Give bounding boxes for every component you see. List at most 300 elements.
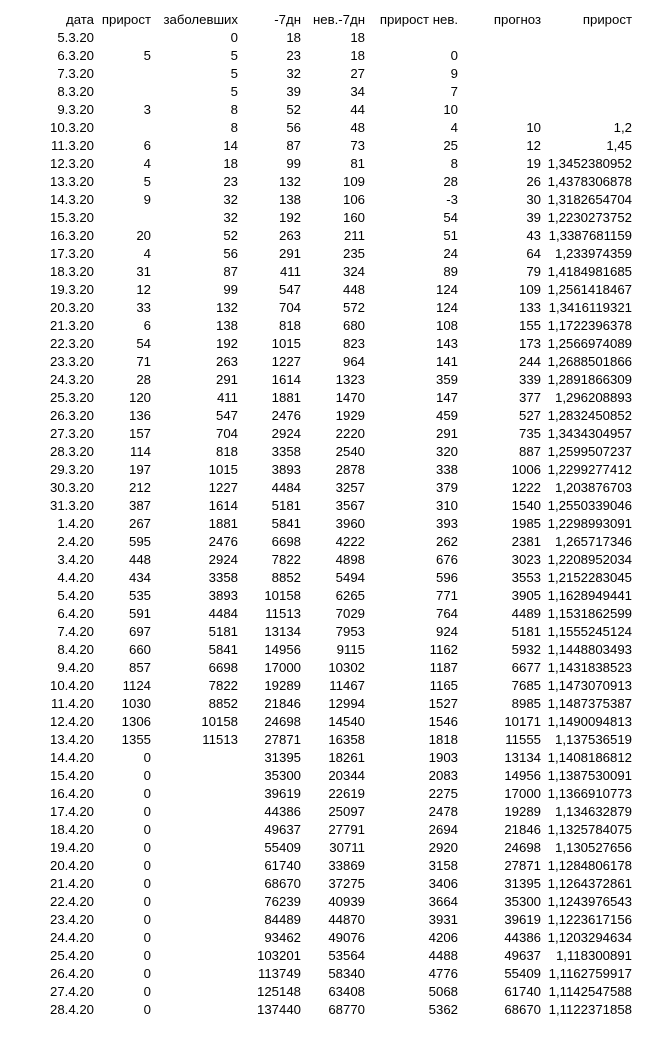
cell-cases[interactable] xyxy=(151,893,238,911)
cell-cases[interactable]: 23 xyxy=(223,174,238,189)
cell-unrecovered-growth[interactable]: 9 xyxy=(450,66,458,81)
cell-growth[interactable]: 0 xyxy=(143,1002,151,1017)
cell-growth-ratio[interactable]: 1,3416119321 xyxy=(548,300,632,315)
cell-date[interactable]: 22.3.20 xyxy=(50,336,94,351)
cell-date[interactable]: 10.3.20 xyxy=(50,120,94,135)
cell-unrecovered-minus-7-days[interactable]: 235 xyxy=(342,246,365,261)
cell-minus-7-days[interactable]: 1227 xyxy=(271,354,301,369)
cell-date[interactable]: 31.3.20 xyxy=(50,498,94,513)
cell-unrecovered-minus-7-days[interactable]: 3257 xyxy=(335,480,365,495)
header-date[interactable]: дата xyxy=(66,12,94,27)
cell-cases[interactable]: 6698 xyxy=(208,660,238,675)
cell-forecast[interactable]: 5932 xyxy=(511,642,541,657)
cell-forecast[interactable]: 35300 xyxy=(504,894,541,909)
cell-unrecovered-growth[interactable]: 2478 xyxy=(428,804,458,819)
cell-minus-7-days[interactable]: 68670 xyxy=(264,876,301,891)
cell-growth-ratio[interactable]: 1,2 xyxy=(613,120,632,135)
cell-growth[interactable]: 197 xyxy=(128,462,151,477)
cell-unrecovered-growth[interactable]: 108 xyxy=(435,318,458,333)
cell-forecast[interactable]: 26 xyxy=(526,174,541,189)
cell-growth[interactable]: 387 xyxy=(128,498,151,513)
cell-minus-7-days[interactable]: 23 xyxy=(286,48,301,63)
cell-growth-ratio[interactable]: 1,2298993091 xyxy=(547,516,632,531)
cell-unrecovered-growth[interactable]: 4206 xyxy=(428,930,458,945)
cell-growth[interactable]: 1124 xyxy=(122,678,151,693)
cell-unrecovered-growth[interactable]: 310 xyxy=(435,498,458,513)
cell-minus-7-days[interactable]: 13134 xyxy=(264,624,301,639)
header-unrecovered-growth[interactable]: прирост нев. xyxy=(379,12,458,27)
cell-unrecovered-growth[interactable]: 3406 xyxy=(428,876,458,891)
cell-unrecovered-growth[interactable]: 124 xyxy=(435,282,458,297)
cell-minus-7-days[interactable]: 547 xyxy=(278,282,301,297)
cell-cases[interactable] xyxy=(151,839,238,857)
cell-unrecovered-minus-7-days[interactable]: 27791 xyxy=(328,822,365,837)
cell-unrecovered-growth[interactable]: 25 xyxy=(443,138,458,153)
cell-unrecovered-growth[interactable]: 359 xyxy=(435,372,458,387)
cell-cases[interactable]: 1227 xyxy=(208,480,238,495)
cell-unrecovered-minus-7-days[interactable]: 1929 xyxy=(335,408,365,423)
cell-unrecovered-minus-7-days[interactable]: 63408 xyxy=(328,984,365,999)
cell-unrecovered-growth[interactable]: 28 xyxy=(443,174,458,189)
cell-cases[interactable]: 7822 xyxy=(208,678,238,693)
cell-growth[interactable]: 20 xyxy=(136,228,151,243)
cell-unrecovered-growth[interactable]: 379 xyxy=(435,480,458,495)
cell-unrecovered-growth[interactable]: 5362 xyxy=(428,1002,458,1017)
cell-forecast[interactable]: 55409 xyxy=(504,966,541,981)
cell-growth-ratio[interactable]: 1,134632879 xyxy=(554,804,632,819)
cell-unrecovered-growth[interactable]: 1187 xyxy=(429,660,458,675)
cell-unrecovered-minus-7-days[interactable]: 16358 xyxy=(328,732,365,747)
cell-unrecovered-minus-7-days[interactable]: 11467 xyxy=(329,678,365,693)
cell-minus-7-days[interactable]: 704 xyxy=(278,300,301,315)
cell-unrecovered-minus-7-days[interactable]: 2878 xyxy=(335,462,365,477)
cell-unrecovered-growth[interactable]: 676 xyxy=(435,552,458,567)
cell-growth-ratio[interactable]: 1,3434304957 xyxy=(547,426,632,441)
cell-cases[interactable]: 2476 xyxy=(208,534,238,549)
cell-unrecovered-minus-7-days[interactable]: 53564 xyxy=(328,948,365,963)
cell-growth[interactable]: 6 xyxy=(143,138,151,153)
cell-growth[interactable]: 157 xyxy=(128,426,151,441)
cell-growth[interactable]: 114 xyxy=(129,444,151,459)
cell-unrecovered-minus-7-days[interactable]: 14540 xyxy=(328,714,365,729)
cell-minus-7-days[interactable]: 99 xyxy=(286,156,301,171)
cell-growth-ratio[interactable]: 1,1487375387 xyxy=(547,696,632,711)
cell-forecast[interactable]: 49637 xyxy=(504,948,541,963)
cell-growth[interactable] xyxy=(94,209,151,227)
cell-forecast[interactable]: 7685 xyxy=(511,678,541,693)
cell-growth[interactable]: 31 xyxy=(136,264,151,279)
cell-growth-ratio[interactable]: 1,296208893 xyxy=(554,390,632,405)
cell-minus-7-days[interactable]: 93462 xyxy=(264,930,301,945)
cell-date[interactable]: 27.4.20 xyxy=(50,984,94,999)
cell-unrecovered-growth[interactable]: 141 xyxy=(435,354,458,369)
cell-growth-ratio[interactable] xyxy=(541,83,632,101)
cell-growth[interactable]: 5 xyxy=(143,48,151,63)
cell-date[interactable]: 11.3.20 xyxy=(50,138,94,153)
cell-growth[interactable]: 28 xyxy=(136,372,151,387)
cell-date[interactable]: 1.4.20 xyxy=(57,516,94,531)
cell-forecast[interactable]: 13134 xyxy=(504,750,541,765)
cell-unrecovered-minus-7-days[interactable]: 68770 xyxy=(328,1002,365,1017)
cell-forecast[interactable]: 31395 xyxy=(504,876,541,891)
cell-minus-7-days[interactable]: 21846 xyxy=(264,696,301,711)
cell-minus-7-days[interactable]: 192 xyxy=(278,210,301,225)
cell-unrecovered-minus-7-days[interactable]: 44 xyxy=(350,102,365,117)
cell-minus-7-days[interactable]: 5181 xyxy=(271,498,301,513)
cell-unrecovered-minus-7-days[interactable]: 2220 xyxy=(335,426,365,441)
cell-growth-ratio[interactable]: 1,1325784075 xyxy=(547,822,632,837)
cell-growth-ratio[interactable]: 1,1490094813 xyxy=(547,714,632,729)
cell-unrecovered-growth[interactable]: 143 xyxy=(435,336,458,351)
cell-growth[interactable]: 595 xyxy=(128,534,151,549)
cell-cases[interactable]: 1614 xyxy=(208,498,238,513)
cell-minus-7-days[interactable]: 35300 xyxy=(264,768,301,783)
cell-date[interactable]: 20.3.20 xyxy=(50,300,94,315)
cell-unrecovered-minus-7-days[interactable]: 4898 xyxy=(335,552,365,567)
cell-cases[interactable] xyxy=(151,785,238,803)
cell-cases[interactable] xyxy=(151,1001,238,1019)
cell-growth-ratio[interactable]: 1,1366910773 xyxy=(547,786,632,801)
cell-unrecovered-minus-7-days[interactable]: 160 xyxy=(342,210,365,225)
cell-unrecovered-growth[interactable]: 2694 xyxy=(428,822,458,837)
cell-forecast[interactable]: 155 xyxy=(518,318,541,333)
cell-date[interactable]: 28.3.20 xyxy=(50,444,94,459)
cell-growth[interactable]: 0 xyxy=(143,876,151,891)
cell-unrecovered-minus-7-days[interactable]: 1470 xyxy=(335,390,365,405)
cell-unrecovered-minus-7-days[interactable]: 12994 xyxy=(328,696,365,711)
cell-unrecovered-growth[interactable]: 393 xyxy=(435,516,458,531)
cell-date[interactable]: 29.3.20 xyxy=(50,462,94,477)
cell-growth[interactable]: 0 xyxy=(143,966,151,981)
cell-growth-ratio[interactable]: 1,1473070913 xyxy=(547,678,632,693)
cell-unrecovered-growth[interactable]: 320 xyxy=(435,444,458,459)
cell-cases[interactable]: 411 xyxy=(216,390,238,405)
cell-growth-ratio[interactable]: 1,1722396378 xyxy=(547,318,632,333)
cell-growth[interactable]: 0 xyxy=(143,912,151,927)
cell-unrecovered-minus-7-days[interactable]: 22619 xyxy=(328,786,365,801)
cell-minus-7-days[interactable]: 19289 xyxy=(264,678,301,693)
cell-date[interactable]: 18.4.20 xyxy=(50,822,94,837)
cell-minus-7-days[interactable]: 76239 xyxy=(264,894,301,909)
cell-growth[interactable] xyxy=(94,119,151,137)
cell-forecast[interactable]: 527 xyxy=(518,408,541,423)
cell-growth-ratio[interactable] xyxy=(541,47,632,65)
cell-unrecovered-minus-7-days[interactable]: 30711 xyxy=(329,840,365,855)
cell-forecast[interactable]: 68670 xyxy=(504,1002,541,1017)
cell-forecast[interactable]: 377 xyxy=(518,390,541,405)
cell-growth-ratio[interactable]: 1,130527656 xyxy=(554,840,632,855)
header-unrecovered-minus-7-days[interactable]: нев.-7дн xyxy=(313,12,365,27)
cell-cases[interactable]: 87 xyxy=(223,264,238,279)
cell-growth[interactable]: 267 xyxy=(128,516,151,531)
cell-unrecovered-minus-7-days[interactable]: 9115 xyxy=(336,642,365,657)
cell-date[interactable]: 26.3.20 xyxy=(50,408,94,423)
cell-forecast[interactable]: 1006 xyxy=(511,462,541,477)
cell-forecast[interactable]: 5181 xyxy=(511,624,541,639)
cell-date[interactable]: 15.3.20 xyxy=(50,210,94,225)
cell-unrecovered-growth[interactable]: 771 xyxy=(435,588,458,603)
cell-cases[interactable]: 10158 xyxy=(201,714,238,729)
cell-unrecovered-minus-7-days[interactable]: 680 xyxy=(342,318,365,333)
cell-unrecovered-growth[interactable]: 24 xyxy=(443,246,458,261)
cell-forecast[interactable]: 39619 xyxy=(504,912,541,927)
cell-growth[interactable]: 1306 xyxy=(121,714,151,729)
cell-cases[interactable]: 818 xyxy=(215,444,238,459)
cell-date[interactable]: 17.4.20 xyxy=(50,804,94,819)
cell-cases[interactable]: 4484 xyxy=(208,606,238,621)
cell-cases[interactable]: 56 xyxy=(223,246,238,261)
cell-growth[interactable]: 448 xyxy=(128,552,151,567)
cell-minus-7-days[interactable]: 4484 xyxy=(271,480,301,495)
cell-forecast[interactable]: 133 xyxy=(518,300,541,315)
header-growth[interactable]: прирост xyxy=(101,12,151,27)
cell-growth-ratio[interactable]: 1,2566974089 xyxy=(547,336,632,351)
cell-unrecovered-growth[interactable]: 147 xyxy=(435,390,458,405)
cell-unrecovered-minus-7-days[interactable]: 109 xyxy=(342,174,365,189)
cell-cases[interactable]: 704 xyxy=(215,426,238,441)
cell-forecast[interactable]: 11555 xyxy=(505,732,541,747)
cell-growth-ratio[interactable]: 1,1142547588 xyxy=(548,984,632,999)
cell-growth-ratio[interactable]: 1,2561418467 xyxy=(547,282,632,297)
cell-growth-ratio[interactable]: 1,3387681159 xyxy=(548,228,632,243)
cell-date[interactable]: 12.4.20 xyxy=(50,714,94,729)
cell-growth-ratio[interactable] xyxy=(541,65,632,83)
cell-cases[interactable] xyxy=(151,803,238,821)
cell-forecast[interactable]: 44386 xyxy=(504,930,541,945)
cell-forecast[interactable] xyxy=(458,101,541,119)
cell-unrecovered-growth[interactable]: 0 xyxy=(450,48,458,63)
cell-growth[interactable]: 0 xyxy=(143,840,151,855)
cell-date[interactable]: 16.3.20 xyxy=(50,228,94,243)
cell-unrecovered-minus-7-days[interactable]: 1323 xyxy=(335,372,365,387)
cell-growth[interactable]: 0 xyxy=(143,768,151,783)
cell-minus-7-days[interactable]: 27871 xyxy=(264,732,301,747)
cell-unrecovered-minus-7-days[interactable]: 5494 xyxy=(335,570,365,585)
cell-cases[interactable] xyxy=(151,875,238,893)
cell-growth-ratio[interactable]: 1,1408186812 xyxy=(547,750,632,765)
cell-unrecovered-minus-7-days[interactable]: 18 xyxy=(350,48,365,63)
cell-unrecovered-growth[interactable]: 596 xyxy=(435,570,458,585)
cell-growth[interactable] xyxy=(94,29,151,47)
cell-forecast[interactable]: 10 xyxy=(526,120,541,135)
cell-cases[interactable]: 5 xyxy=(230,84,238,99)
cell-forecast[interactable]: 339 xyxy=(518,372,541,387)
cell-cases[interactable] xyxy=(151,821,238,839)
cell-unrecovered-minus-7-days[interactable]: 34 xyxy=(350,84,365,99)
cell-cases[interactable]: 2924 xyxy=(208,552,238,567)
cell-unrecovered-growth[interactable]: 1903 xyxy=(428,750,458,765)
cell-forecast[interactable]: 17000 xyxy=(504,786,541,801)
cell-date[interactable]: 25.3.20 xyxy=(50,390,94,405)
cell-minus-7-days[interactable]: 3358 xyxy=(271,444,301,459)
cell-cases[interactable]: 3893 xyxy=(208,588,238,603)
cell-cases[interactable]: 192 xyxy=(215,336,238,351)
cell-forecast[interactable]: 14956 xyxy=(504,768,541,783)
cell-forecast[interactable]: 61740 xyxy=(504,984,541,999)
cell-unrecovered-minus-7-days[interactable]: 7029 xyxy=(335,606,365,621)
cell-minus-7-days[interactable]: 8852 xyxy=(271,570,301,585)
cell-forecast[interactable]: 2381 xyxy=(511,534,541,549)
cell-minus-7-days[interactable]: 14956 xyxy=(264,642,301,657)
cell-minus-7-days[interactable]: 31395 xyxy=(264,750,301,765)
cell-growth[interactable]: 697 xyxy=(128,624,151,639)
cell-cases[interactable]: 138 xyxy=(215,318,238,333)
cell-unrecovered-growth[interactable]: 2083 xyxy=(428,768,458,783)
cell-forecast[interactable]: 30 xyxy=(526,192,541,207)
cell-minus-7-days[interactable]: 2924 xyxy=(271,426,301,441)
cell-unrecovered-minus-7-days[interactable]: 73 xyxy=(350,138,365,153)
cell-minus-7-days[interactable]: 44386 xyxy=(264,804,301,819)
cell-forecast[interactable]: 19289 xyxy=(504,804,541,819)
cell-forecast[interactable]: 244 xyxy=(518,354,541,369)
cell-date[interactable]: 16.4.20 xyxy=(50,786,94,801)
cell-growth-ratio[interactable]: 1,118300891 xyxy=(555,948,632,963)
cell-unrecovered-minus-7-days[interactable]: 7953 xyxy=(335,624,365,639)
cell-date[interactable]: 13.4.20 xyxy=(50,732,94,747)
cell-cases[interactable]: 99 xyxy=(223,282,238,297)
cell-date[interactable]: 5.4.20 xyxy=(57,588,94,603)
cell-growth[interactable]: 0 xyxy=(143,822,151,837)
cell-minus-7-days[interactable]: 125148 xyxy=(256,984,301,999)
cell-forecast[interactable]: 24698 xyxy=(504,840,541,855)
cell-unrecovered-minus-7-days[interactable]: 48 xyxy=(350,120,365,135)
cell-unrecovered-growth[interactable]: 338 xyxy=(435,462,458,477)
cell-unrecovered-minus-7-days[interactable]: 964 xyxy=(342,354,365,369)
cell-growth[interactable]: 0 xyxy=(143,984,151,999)
cell-unrecovered-growth[interactable]: 7 xyxy=(450,84,458,99)
cell-minus-7-days[interactable]: 818 xyxy=(278,318,301,333)
cell-date[interactable]: 8.4.20 xyxy=(57,642,94,657)
cell-minus-7-days[interactable]: 87 xyxy=(286,138,301,153)
cell-date[interactable]: 18.3.20 xyxy=(50,264,94,279)
cell-date[interactable]: 14.4.20 xyxy=(50,750,94,765)
cell-growth[interactable]: 5 xyxy=(143,174,151,189)
cell-date[interactable]: 21.3.20 xyxy=(50,318,94,333)
cell-forecast[interactable]: 1222 xyxy=(511,480,541,495)
cell-unrecovered-minus-7-days[interactable]: 25097 xyxy=(328,804,365,819)
cell-growth-ratio[interactable]: 1,1284806178 xyxy=(547,858,632,873)
cell-cases[interactable]: 5 xyxy=(230,48,238,63)
cell-minus-7-days[interactable]: 1015 xyxy=(271,336,301,351)
cell-date[interactable]: 22.4.20 xyxy=(50,894,94,909)
cell-growth-ratio[interactable]: 1,2230273752 xyxy=(547,210,632,225)
cell-unrecovered-growth[interactable]: 3664 xyxy=(428,894,458,909)
cell-date[interactable]: 26.4.20 xyxy=(50,966,94,981)
cell-growth[interactable]: 3 xyxy=(143,102,151,117)
cell-date[interactable]: 20.4.20 xyxy=(50,858,94,873)
cell-minus-7-days[interactable]: 56 xyxy=(286,120,301,135)
cell-growth[interactable]: 660 xyxy=(128,642,151,657)
cell-unrecovered-growth[interactable]: 2920 xyxy=(428,840,458,855)
cell-growth-ratio[interactable]: 1,4378306878 xyxy=(547,174,632,189)
header-cases[interactable]: заболевших xyxy=(163,12,238,27)
cell-growth-ratio[interactable]: 1,2152283045 xyxy=(547,570,632,585)
cell-forecast[interactable]: 10171 xyxy=(504,714,541,729)
cell-forecast[interactable] xyxy=(458,47,541,65)
cell-date[interactable]: 13.3.20 xyxy=(50,174,94,189)
cell-forecast[interactable]: 43 xyxy=(526,228,541,243)
cell-date[interactable]: 23.3.20 xyxy=(50,354,94,369)
cell-unrecovered-growth[interactable]: 10 xyxy=(443,102,458,117)
cell-unrecovered-minus-7-days[interactable]: 572 xyxy=(342,300,365,315)
cell-forecast[interactable]: 19 xyxy=(526,156,541,171)
cell-cases[interactable]: 5841 xyxy=(208,642,238,657)
cell-minus-7-days[interactable]: 49637 xyxy=(264,822,301,837)
cell-date[interactable]: 24.3.20 xyxy=(50,372,94,387)
cell-growth-ratio[interactable] xyxy=(541,29,632,47)
cell-forecast[interactable]: 64 xyxy=(526,246,541,261)
cell-minus-7-days[interactable]: 103201 xyxy=(256,948,301,963)
cell-unrecovered-growth[interactable]: 764 xyxy=(435,606,458,621)
cell-growth[interactable]: 857 xyxy=(128,660,151,675)
cell-minus-7-days[interactable]: 39 xyxy=(286,84,301,99)
cell-date[interactable]: 6.3.20 xyxy=(57,48,94,63)
cell-minus-7-days[interactable]: 84489 xyxy=(264,912,301,927)
cell-growth-ratio[interactable]: 1,1223617156 xyxy=(547,912,632,927)
cell-date[interactable]: 5.3.20 xyxy=(57,30,94,45)
cell-unrecovered-growth[interactable]: 4776 xyxy=(428,966,458,981)
cell-minus-7-days[interactable]: 39619 xyxy=(264,786,301,801)
cell-cases[interactable]: 14 xyxy=(223,138,238,153)
header-growth-ratio[interactable]: прирост xyxy=(582,12,632,27)
cell-unrecovered-growth[interactable]: 89 xyxy=(443,264,458,279)
cell-growth[interactable]: 120 xyxy=(128,390,151,405)
cell-growth-ratio[interactable]: 1,1203294634 xyxy=(547,930,632,945)
cell-forecast[interactable]: 735 xyxy=(518,426,541,441)
cell-growth[interactable]: 4 xyxy=(143,246,151,261)
cell-cases[interactable]: 3358 xyxy=(208,570,238,585)
cell-cases[interactable]: 52 xyxy=(223,228,238,243)
cell-growth[interactable]: 9 xyxy=(143,192,151,207)
cell-growth-ratio[interactable]: 1,2208952034 xyxy=(547,552,632,567)
cell-minus-7-days[interactable]: 138 xyxy=(278,192,301,207)
cell-forecast[interactable]: 39 xyxy=(526,210,541,225)
cell-date[interactable]: 3.4.20 xyxy=(57,552,94,567)
cell-unrecovered-minus-7-days[interactable]: 33869 xyxy=(328,858,365,873)
cell-growth-ratio[interactable]: 1,1555245124 xyxy=(547,624,632,639)
cell-growth[interactable]: 71 xyxy=(136,354,151,369)
cell-forecast[interactable] xyxy=(458,65,541,83)
cell-date[interactable]: 9.3.20 xyxy=(57,102,94,117)
cell-forecast[interactable]: 21846 xyxy=(504,822,541,837)
cell-forecast[interactable]: 12 xyxy=(526,138,541,153)
cell-cases[interactable]: 132 xyxy=(215,300,238,315)
cell-unrecovered-minus-7-days[interactable]: 211 xyxy=(343,228,365,243)
cell-unrecovered-minus-7-days[interactable]: 6265 xyxy=(335,588,365,603)
cell-growth-ratio[interactable]: 1,203876703 xyxy=(554,480,632,495)
cell-growth-ratio[interactable]: 1,1162759917 xyxy=(548,966,632,981)
cell-unrecovered-growth[interactable]: 3158 xyxy=(428,858,458,873)
cell-unrecovered-minus-7-days[interactable]: 18261 xyxy=(328,750,365,765)
cell-unrecovered-minus-7-days[interactable]: 448 xyxy=(342,282,365,297)
cell-growth-ratio[interactable]: 1,45 xyxy=(606,138,632,153)
cell-growth[interactable]: 136 xyxy=(128,408,151,423)
cell-forecast[interactable]: 27871 xyxy=(504,858,541,873)
cell-cases[interactable] xyxy=(151,767,238,785)
cell-minus-7-days[interactable]: 2476 xyxy=(271,408,301,423)
cell-growth-ratio[interactable]: 1,233974359 xyxy=(554,246,632,261)
cell-cases[interactable] xyxy=(151,911,238,929)
cell-date[interactable]: 6.4.20 xyxy=(57,606,94,621)
cell-date[interactable]: 12.3.20 xyxy=(50,156,94,171)
cell-growth[interactable]: 0 xyxy=(143,804,151,819)
cell-date[interactable]: 19.4.20 xyxy=(50,840,94,855)
cell-forecast[interactable]: 3553 xyxy=(511,570,541,585)
cell-date[interactable]: 28.4.20 xyxy=(50,1002,94,1017)
cell-growth-ratio[interactable]: 1,137536519 xyxy=(554,732,632,747)
cell-growth-ratio[interactable]: 1,3182654704 xyxy=(547,192,632,207)
cell-cases[interactable] xyxy=(151,947,238,965)
